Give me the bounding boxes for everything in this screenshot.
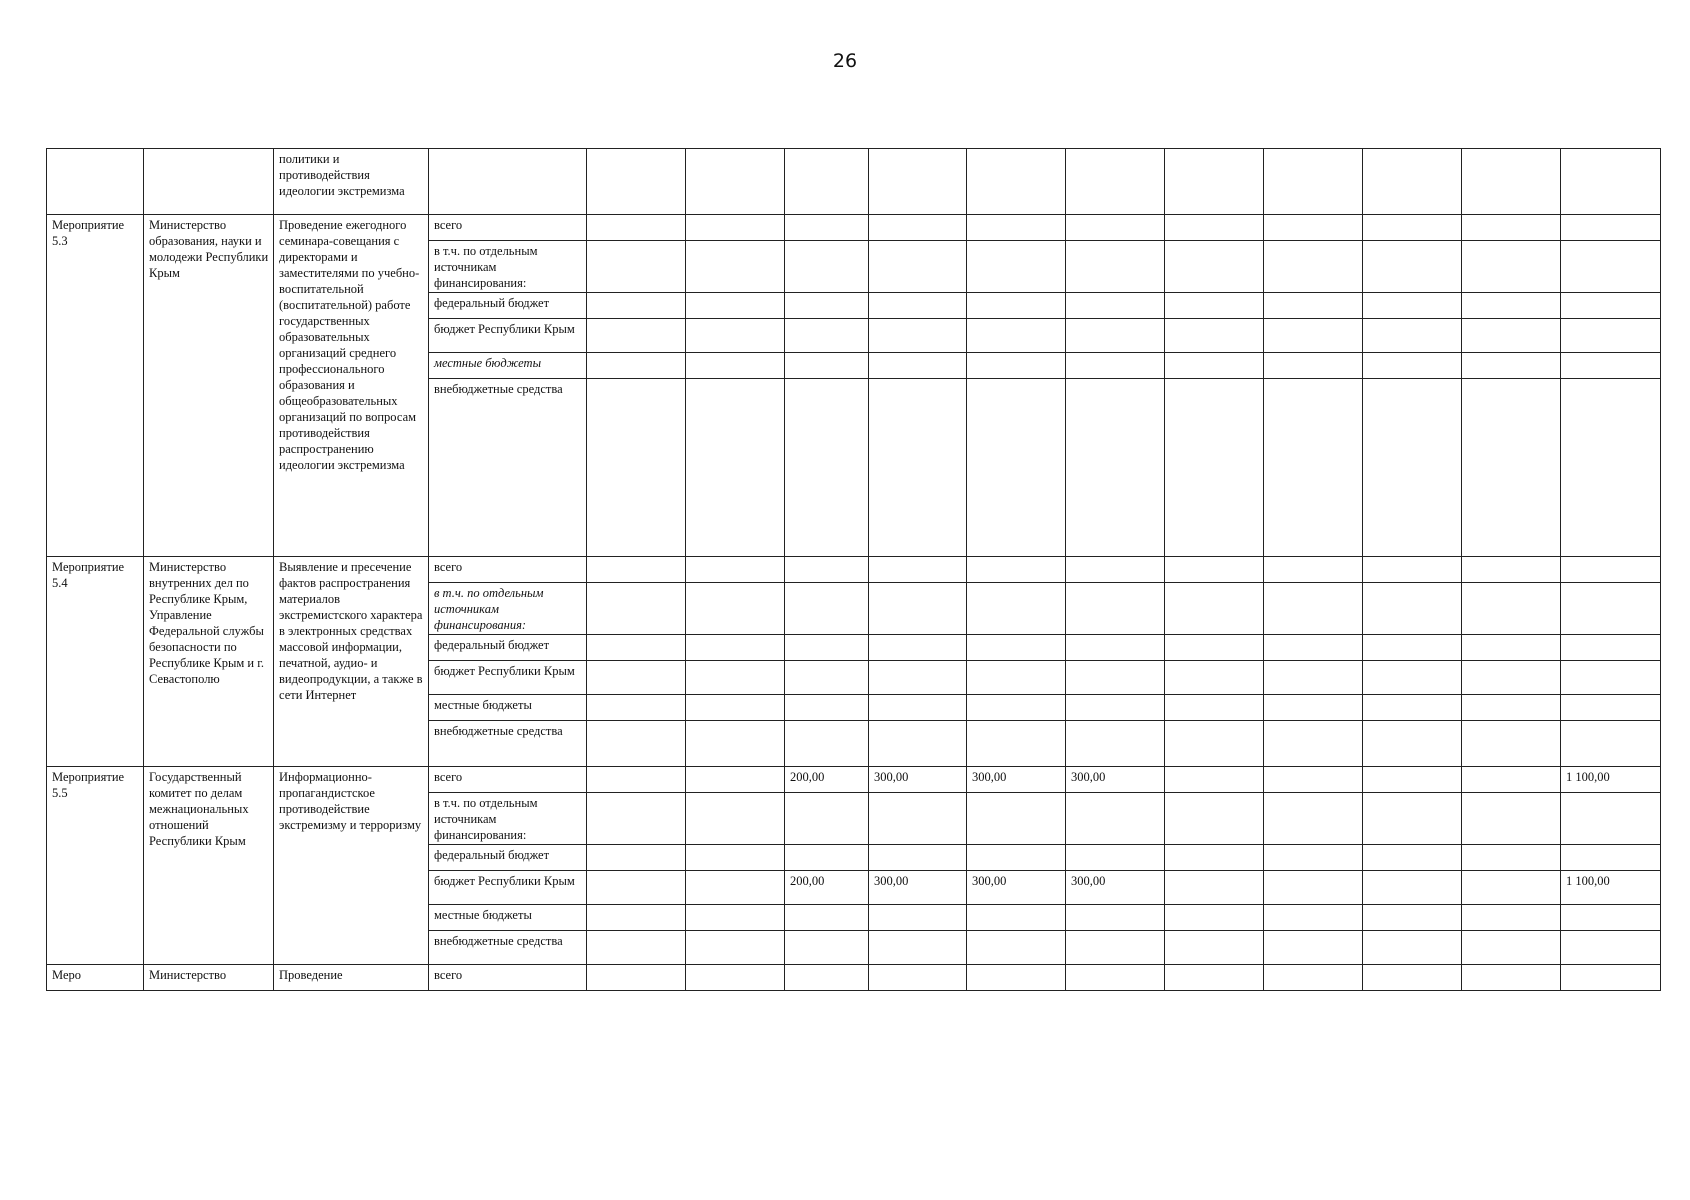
empty-cell (1264, 767, 1363, 793)
empty-cell (1462, 241, 1561, 293)
empty-cell (1066, 293, 1165, 319)
cell-empty (144, 149, 274, 215)
empty-cell (869, 695, 967, 721)
empty-cell (1264, 319, 1363, 353)
value-cell: 300,00 (967, 767, 1066, 793)
empty-cell (686, 661, 785, 695)
table-row (47, 767, 1661, 793)
empty-cell (967, 557, 1066, 583)
sum-cell: 1 100,00 (1561, 871, 1661, 905)
empty-cell (1363, 931, 1462, 965)
measure-executor: Министерство (144, 965, 274, 991)
table-row (47, 215, 1661, 241)
source-total: всего (429, 767, 587, 793)
empty-cell (1363, 319, 1462, 353)
empty-cell (1264, 845, 1363, 871)
empty-cell (1363, 661, 1462, 695)
empty-cell (1462, 721, 1561, 767)
empty-cell (1561, 661, 1661, 695)
empty-cell (785, 583, 869, 635)
empty-cell (686, 767, 785, 793)
empty-cell (587, 905, 686, 931)
empty-cell (967, 319, 1066, 353)
empty-cell (686, 931, 785, 965)
source-incl: в т.ч. по отдельным источникам финансирования: (429, 793, 587, 845)
empty-cell (1363, 379, 1462, 557)
empty-cell (587, 379, 686, 557)
value-cell: 300,00 (869, 767, 967, 793)
empty-cell (785, 905, 869, 931)
empty-cell (1561, 293, 1661, 319)
empty-cell (1066, 845, 1165, 871)
value-cell: 300,00 (1066, 871, 1165, 905)
empty-cell (1066, 379, 1165, 557)
table-row (47, 965, 1661, 991)
empty-cell (869, 905, 967, 931)
empty-cell (1165, 583, 1264, 635)
empty-cell (967, 661, 1066, 695)
empty-cell (1066, 149, 1165, 215)
empty-cell (1363, 241, 1462, 293)
empty-cell (686, 353, 785, 379)
empty-cell (1363, 721, 1462, 767)
empty-cell (587, 319, 686, 353)
empty-cell (869, 557, 967, 583)
empty-cell (1561, 695, 1661, 721)
source-offbudget: внебюджетные средства (429, 931, 587, 965)
source-federal: федеральный бюджет (429, 293, 587, 319)
measure-description: Проведение (274, 965, 429, 991)
empty-cell (869, 241, 967, 293)
source-federal: федеральный бюджет (429, 845, 587, 871)
empty-cell (1066, 635, 1165, 661)
source-offbudget: внебюджетные средства (429, 721, 587, 767)
empty-cell (1561, 965, 1661, 991)
empty-cell (587, 293, 686, 319)
source-local: местные бюджеты (429, 905, 587, 931)
empty-cell (1462, 905, 1561, 931)
empty-cell (587, 767, 686, 793)
source-republic: бюджет Республики Крым (429, 661, 587, 695)
empty-cell (1363, 845, 1462, 871)
source-total: всего (429, 965, 587, 991)
empty-cell (785, 379, 869, 557)
empty-cell (1066, 905, 1165, 931)
empty-cell (1264, 149, 1363, 215)
empty-cell (1165, 931, 1264, 965)
empty-cell (1363, 583, 1462, 635)
empty-cell (1264, 557, 1363, 583)
empty-cell (967, 931, 1066, 965)
empty-cell (1561, 635, 1661, 661)
empty-cell (1264, 905, 1363, 931)
empty-cell (1561, 931, 1661, 965)
empty-cell (1264, 931, 1363, 965)
empty-cell (1165, 215, 1264, 241)
value-cell: 300,00 (869, 871, 967, 905)
empty-cell (1462, 931, 1561, 965)
empty-cell (1363, 965, 1462, 991)
empty-cell (869, 635, 967, 661)
empty-cell (1165, 695, 1264, 721)
empty-cell (1264, 721, 1363, 767)
empty-cell (587, 149, 686, 215)
source-republic: бюджет Республики Крым (429, 871, 587, 905)
source-federal: федеральный бюджет (429, 635, 587, 661)
source-republic: бюджет Республики Крым (429, 319, 587, 353)
empty-cell (587, 965, 686, 991)
value-cell: 200,00 (785, 767, 869, 793)
value-cell: 300,00 (967, 871, 1066, 905)
empty-cell (1264, 583, 1363, 635)
empty-cell (967, 635, 1066, 661)
empty-cell (686, 557, 785, 583)
empty-cell (587, 661, 686, 695)
empty-cell (785, 215, 869, 241)
measure-id: Мероприятие 5.5 (47, 767, 144, 965)
empty-cell (1561, 583, 1661, 635)
empty-cell (1561, 149, 1661, 215)
empty-cell (1264, 635, 1363, 661)
empty-cell (869, 149, 967, 215)
empty-cell (785, 721, 869, 767)
empty-cell (785, 353, 869, 379)
source-total: всего (429, 215, 587, 241)
empty-cell (1264, 241, 1363, 293)
empty-cell (686, 793, 785, 845)
empty-cell (1561, 557, 1661, 583)
measure-description: Информационно-пропагандистское противодействие экстремизму и терроризму (274, 767, 429, 965)
empty-cell (869, 931, 967, 965)
empty-cell (785, 319, 869, 353)
empty-cell (967, 583, 1066, 635)
empty-cell (1264, 871, 1363, 905)
empty-cell (1462, 793, 1561, 845)
empty-cell (1264, 965, 1363, 991)
source-local: местные бюджеты (429, 695, 587, 721)
empty-cell (1462, 293, 1561, 319)
empty-cell (869, 293, 967, 319)
empty-cell (869, 793, 967, 845)
empty-cell (686, 241, 785, 293)
empty-cell (869, 379, 967, 557)
empty-cell (785, 635, 869, 661)
empty-cell (1363, 793, 1462, 845)
empty-cell (1165, 965, 1264, 991)
empty-cell (1462, 695, 1561, 721)
empty-cell (1165, 557, 1264, 583)
empty-cell (1462, 635, 1561, 661)
source-total: всего (429, 557, 587, 583)
empty-cell (686, 149, 785, 215)
source-local: местные бюджеты (429, 353, 587, 379)
empty-cell (1066, 215, 1165, 241)
empty-cell (587, 635, 686, 661)
source-incl: в т.ч. по отдельным источникам финансирования: (429, 241, 587, 293)
empty-cell (1561, 379, 1661, 557)
measure-executor: Государственный комитет по делам межнациональных отношений Республики Крым (144, 767, 274, 965)
empty-cell (1066, 721, 1165, 767)
page-number: 26 (832, 50, 858, 72)
empty-cell (587, 721, 686, 767)
empty-cell (1363, 635, 1462, 661)
empty-cell (686, 293, 785, 319)
empty-cell (1165, 905, 1264, 931)
continuation-description: политики и противодействия идеологии экстремизма (274, 149, 429, 215)
empty-cell (1165, 149, 1264, 215)
empty-cell (1462, 965, 1561, 991)
empty-cell (1462, 871, 1561, 905)
empty-cell (1363, 149, 1462, 215)
empty-cell (1165, 767, 1264, 793)
empty-cell (1561, 215, 1661, 241)
empty-cell (869, 215, 967, 241)
empty-cell (967, 241, 1066, 293)
empty-cell (869, 319, 967, 353)
empty-cell (1066, 965, 1165, 991)
empty-cell (587, 583, 686, 635)
empty-cell (1165, 293, 1264, 319)
empty-cell (1462, 353, 1561, 379)
measure-id: Мероприятие 5.3 (47, 215, 144, 557)
empty-cell (686, 379, 785, 557)
empty-cell (1363, 293, 1462, 319)
continuation-row (47, 149, 1661, 215)
empty-cell (1066, 241, 1165, 293)
empty-cell (869, 661, 967, 695)
empty-cell (587, 793, 686, 845)
empty-cell (1462, 379, 1561, 557)
empty-cell (1264, 661, 1363, 695)
empty-cell (1165, 845, 1264, 871)
empty-cell (1462, 583, 1561, 635)
empty-cell (1561, 793, 1661, 845)
empty-cell (1462, 767, 1561, 793)
empty-cell (1462, 661, 1561, 695)
empty-cell (1165, 319, 1264, 353)
empty-cell (1561, 721, 1661, 767)
empty-cell (1165, 661, 1264, 695)
empty-cell (1066, 661, 1165, 695)
sum-cell: 1 100,00 (1561, 767, 1661, 793)
empty-cell (967, 149, 1066, 215)
table-row (47, 557, 1661, 583)
empty-cell (869, 845, 967, 871)
empty-cell (785, 965, 869, 991)
empty-cell (686, 905, 785, 931)
source-offbudget: внебюджетные средства (429, 379, 587, 557)
empty-cell (785, 149, 869, 215)
empty-cell (785, 845, 869, 871)
empty-cell (967, 293, 1066, 319)
empty-cell (1462, 319, 1561, 353)
empty-cell (967, 721, 1066, 767)
empty-cell (1066, 319, 1165, 353)
value-cell: 200,00 (785, 871, 869, 905)
empty-cell (587, 353, 686, 379)
empty-cell (1264, 695, 1363, 721)
empty-cell (869, 353, 967, 379)
empty-cell (686, 215, 785, 241)
empty-cell (967, 965, 1066, 991)
empty-cell (1561, 905, 1661, 931)
empty-cell (686, 965, 785, 991)
empty-cell (785, 293, 869, 319)
empty-cell (686, 871, 785, 905)
empty-cell (1066, 353, 1165, 379)
empty-cell (1561, 845, 1661, 871)
empty-cell (686, 583, 785, 635)
measure-description: Выявление и пресечение фактов распространения материалов экстремистского характера в электронных средствах массовой информации, печатной, аудио- и видеопродукции, а также в сети Интернет (274, 557, 429, 767)
empty-cell (686, 635, 785, 661)
empty-cell (1165, 721, 1264, 767)
empty-cell (869, 721, 967, 767)
measure-id: Меро (47, 965, 144, 991)
empty-cell (1066, 583, 1165, 635)
value-cell: 300,00 (1066, 767, 1165, 793)
cell-empty (47, 149, 144, 215)
empty-cell (1462, 557, 1561, 583)
empty-cell (1165, 871, 1264, 905)
empty-cell (587, 845, 686, 871)
empty-cell (1264, 353, 1363, 379)
budget-table-sheet (46, 148, 1661, 991)
empty-cell (1066, 695, 1165, 721)
budget-table (46, 148, 1661, 991)
measure-executor: Министерство внутренних дел по Республике Крым, Управление Федеральной службы безопасности по Республике Крым и г. Севастополю (144, 557, 274, 767)
empty-cell (1165, 793, 1264, 845)
empty-cell (869, 965, 967, 991)
empty-cell (1264, 293, 1363, 319)
empty-cell (587, 931, 686, 965)
empty-cell (869, 583, 967, 635)
empty-cell (1066, 793, 1165, 845)
empty-cell (587, 215, 686, 241)
empty-cell (785, 241, 869, 293)
source-incl: в т.ч. по отдельным источникам финансирования: (429, 583, 587, 635)
empty-cell (1264, 793, 1363, 845)
empty-cell (1066, 931, 1165, 965)
empty-cell (785, 931, 869, 965)
empty-cell (967, 379, 1066, 557)
empty-cell (686, 319, 785, 353)
empty-cell (1561, 319, 1661, 353)
empty-cell (587, 557, 686, 583)
empty-cell (1363, 215, 1462, 241)
empty-cell (1363, 353, 1462, 379)
empty-cell (1363, 767, 1462, 793)
empty-cell (1165, 635, 1264, 661)
empty-cell (1165, 241, 1264, 293)
empty-cell (1165, 353, 1264, 379)
measure-id: Мероприятие 5.4 (47, 557, 144, 767)
empty-cell (785, 557, 869, 583)
empty-cell (1363, 905, 1462, 931)
empty-cell (1066, 557, 1165, 583)
measure-description: Проведение ежегодного семинара-совещания с директорами и заместителями по учебно-воспитательной (воспитательной) работе государственных образовательных организаций среднего профессионального образования и общеобразовательных организаций по вопросам противодействия распространению идеологии экстремизма (274, 215, 429, 557)
empty-cell (1264, 379, 1363, 557)
empty-cell (686, 721, 785, 767)
empty-cell (1363, 557, 1462, 583)
empty-cell (967, 793, 1066, 845)
empty-cell (785, 661, 869, 695)
empty-cell (1363, 871, 1462, 905)
empty-cell (1462, 215, 1561, 241)
empty-cell (1165, 379, 1264, 557)
empty-cell (587, 695, 686, 721)
empty-cell (785, 695, 869, 721)
empty-cell (1561, 241, 1661, 293)
empty-cell (1462, 845, 1561, 871)
empty-cell (587, 241, 686, 293)
empty-cell (967, 845, 1066, 871)
empty-cell (1264, 215, 1363, 241)
measure-executor: Министерство образования, науки и молодежи Республики Крым (144, 215, 274, 557)
cell-empty (429, 149, 587, 215)
empty-cell (967, 215, 1066, 241)
empty-cell (967, 353, 1066, 379)
empty-cell (785, 793, 869, 845)
empty-cell (686, 845, 785, 871)
empty-cell (1363, 695, 1462, 721)
empty-cell (686, 695, 785, 721)
empty-cell (1462, 149, 1561, 215)
empty-cell (587, 871, 686, 905)
empty-cell (967, 905, 1066, 931)
empty-cell (1561, 353, 1661, 379)
empty-cell (967, 695, 1066, 721)
